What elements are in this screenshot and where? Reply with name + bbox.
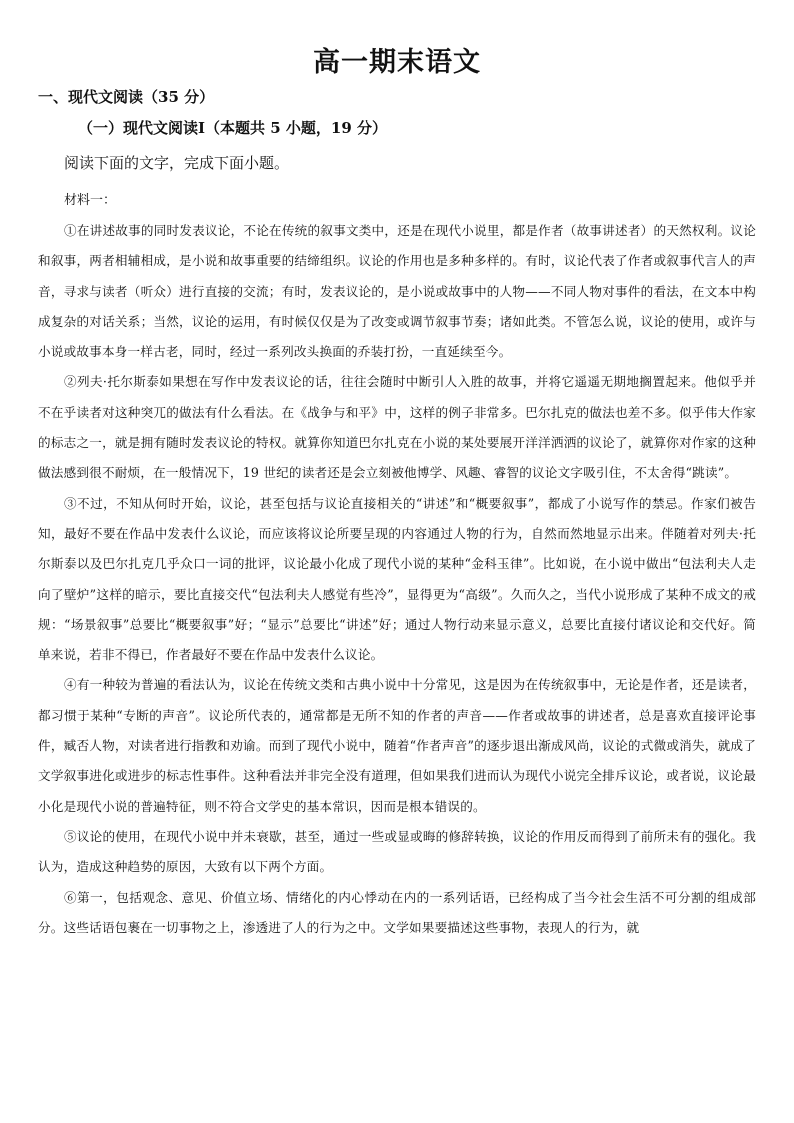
passage-body: [38, 216, 756, 943]
paragraph-6: ⑥第一，包括观念、意见、价值立场、情绪化的内心悸动在内的一系列话语，已经构成了当今社会生活不可分割的组成部分。这些话语包裹在一切事物之上，渗透进了人的行为之中。文学如果要描述这些事物，表现人的行为，就: [38, 889, 756, 935]
section-heading: 一、现代文阅读（35 分）: [38, 88, 215, 106]
reading-instruction: 阅读下面的文字，完成下面小题。: [64, 154, 290, 172]
subsection-heading: （一）现代文阅读Ⅰ（本题共 5 小题，19 分）: [78, 119, 387, 137]
paragraph-5: ⑤议论的使用，在现代小说中并未衰歇，甚至，通过一些或显或晦的修辞转换，议论的作用反而得到了前所未有的强化。我认为，造成这种趋势的原因，大致有以下两个方面。: [38, 828, 756, 875]
page-title: 高一期末语文: [313, 47, 481, 78]
paragraph-2: ②列夫·托尔斯泰如果想在写作中发表议论的话，往往会随时中断引人入胜的故事，并将它遥遥无期地搁置起来。他似乎并不在乎读者对这种突兀的做法有什么看法。在《战争与和平》中，这样的例子非常多。巴尔扎克的做法也差不多。似乎伟大作家的标志之一，就是拥有随时发表议论的特权。就算你知道巴尔扎克在小说的某处要展开洋洋洒洒的议论了，就算你对作家的这种做法感到很不耐烦，在一般情况下，19 世纪的读者还是会立刻被他博学、风趣、睿智的议论文字吸引住，不太舍得“跳读”。: [38, 374, 756, 481]
paragraph-3: ③不过，不知从何时开始，议论，甚至包括与议论直接相关的“讲述”和“概要叙事”，都成了小说写作的禁忌。作家们被告知，最好不要在作品中发表什么议论，而应该将议论所要呈现的内容通过人物的行为，自然而然地显示出来。伴随着对列夫·托尔斯泰以及巴尔扎克几乎众口一词的批评，议论最小化成了现代小说的某种“金科玉律”。比如说，在小说中做出“包法利夫人走向了壁炉”这样的暗示，要比直接交代“包法利夫人感觉有些冷”，显得更为“高级”。久而久之，当代小说形成了某种不成文的戒规：“场景叙事”总要比“概要叙事”好；“显示”总要比“讲述”好；通过人物行动来显示意义，总要比直接付诸议论和交代好。简单来说，若非不得已，作者最好不要在作品中发表什么议论。: [38, 495, 756, 663]
material-label: 材料一：: [64, 193, 117, 208]
paragraph-1: ①在讲述故事的同时发表议论，不论在传统的叙事文类中，还是在现代小说里，都是作者（故事讲述者）的天然权利。议论和叙事，两者相辅相成，是小说和故事重要的结缔组织。议论的作用也是多种多样的。有时，议论代表了作者或叙事代言人的声音，寻求与读者（听众）进行直接的交流；有时，发表议论的，是小说或故事中的人物——不同人物对事件的看法，在文本中构成复杂的对话关系；当然，议论的运用，有时候仅仅是为了改变或调节叙事节奏；诸如此类。不管怎么说，议论的使用，或许与小说或故事本身一样古老，同时，经过一系列改头换面的乔装打扮，一直延续至今。: [38, 223, 756, 360]
paragraph-4: ④有一种较为普遍的看法认为，议论在传统文类和古典小说中十分常见，这是因为在传统叙事中，无论是作者，还是读者，都习惯于某种“专断的声音”。议论所代表的，通常都是无所不知的作者的声音——作者或故事的讲述者，总是喜欢直接评论事件，臧否人物，对读者进行指教和劝谕。而到了现代小说中，随着“作者声音”的逐步退出渐成风尚，议论的式微或消失，就成了文学叙事进化或进步的标志性事件。这种看法并非完全没有道理，但如果我们进而认为现代小说完全排斥议论，或者说，议论最小化是现代小说的普遍特征，则不符合文学史的基本常识，因而是根本错误的。: [38, 677, 756, 814]
